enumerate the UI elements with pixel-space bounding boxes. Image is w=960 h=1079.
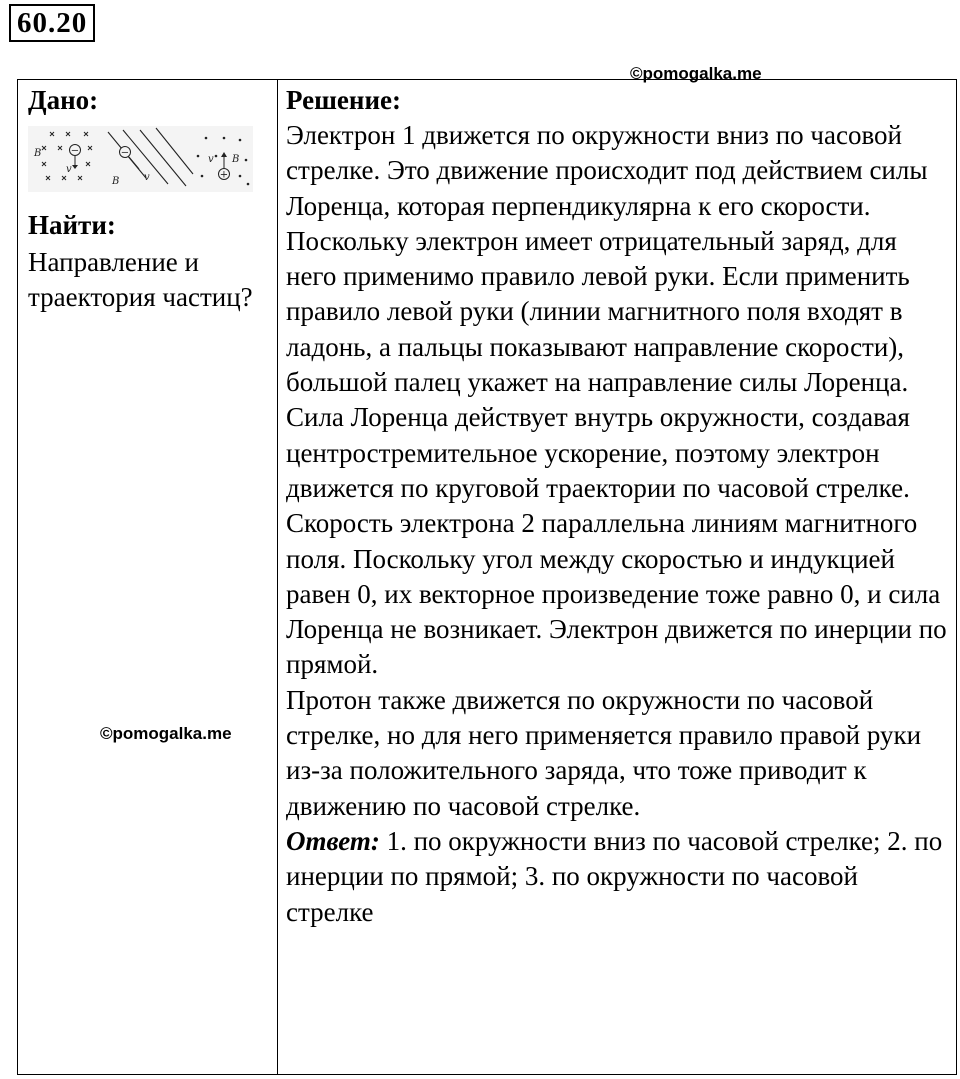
solution-paragraph: Протон также движется по окружности по часовой стрелке, но для него применяется правило правой руки из-за положительного заряда, что тоже приводит к движению по часовой стрелке. (286, 684, 922, 821)
svg-text:−: − (70, 145, 80, 157)
given-column (18, 80, 278, 1075)
solution-body (286, 118, 952, 930)
svg-text:B: B (34, 148, 42, 159)
solution-title: Решение: (286, 85, 401, 115)
given-title: Дано: (28, 85, 99, 115)
svg-text:−: − (120, 147, 130, 159)
watermark-left: ©pomogalka.me (100, 724, 232, 743)
problem-table (17, 79, 957, 1075)
svg-text:v: v (208, 154, 214, 165)
watermark-top: ©pomogalka.me (630, 64, 762, 83)
find-text: Направление и траектория частиц? (28, 247, 253, 313)
solution-column (278, 80, 957, 1075)
answer-label: Ответ: (286, 825, 380, 856)
solution-paragraph: Скорость электрона 2 параллельна линиям магнитного поля. Поскольку угол между скоростью и индукцией равен 0, их векторное произведение тоже равно 0, и сила Лоренца не возникает. Электрон движется по инерции по прямой. (286, 508, 947, 680)
svg-text:B: B (232, 154, 240, 165)
svg-text:+: + (219, 169, 229, 181)
answer (286, 824, 952, 930)
find-title: Найти: (28, 210, 116, 240)
problem-number: 60.20 (9, 4, 95, 42)
answer-text: 1. по окружности вниз по часовой стрелке; 2. по инерции по прямой; 3. по окружности по часовой стрелке (286, 825, 943, 927)
svg-text:v: v (66, 164, 72, 175)
svg-text:v: v (144, 172, 150, 183)
svg-text:B: B (112, 176, 120, 187)
solution-paragraph: Электрон 1 движется по окружности вниз по часовой стрелке. Это движение происходит под действием силы Лоренца, которая перпендикулярна к его скорости. Поскольку электрон имеет отрицательный заряд, для него применимо правило левой руки. Если применить правило левой руки (линии магнитного поля входят в ладонь, а пальцы показывают направление скорости), большой палец укажет на направление силы Лоренца. Сила Лоренца действует внутрь окружности, создавая центростремительное ускорение, поэтому электрон движется по круговой траектории по часовой стрелке. (286, 120, 928, 503)
given-figure (28, 126, 253, 192)
